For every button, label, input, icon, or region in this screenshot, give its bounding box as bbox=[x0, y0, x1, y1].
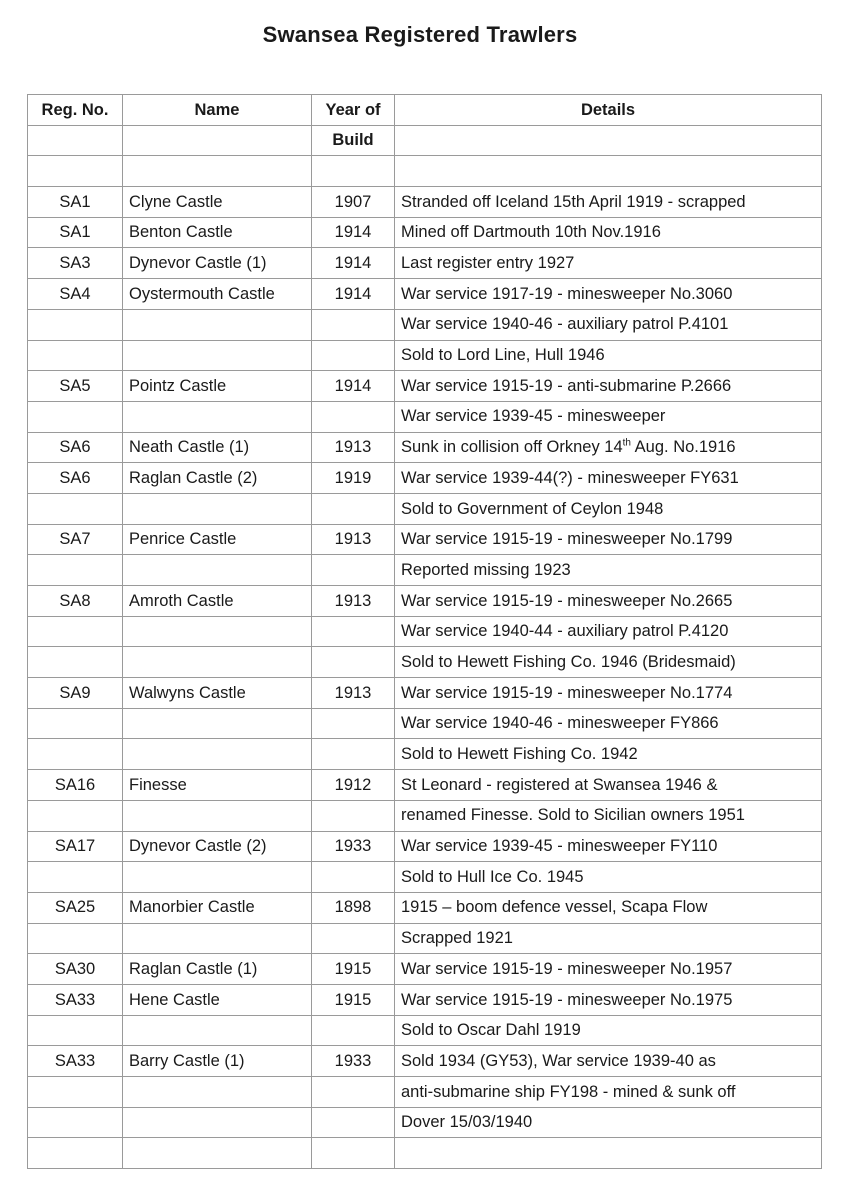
table-row bbox=[28, 831, 822, 862]
cell-year: 1915 bbox=[312, 984, 395, 1015]
header-details-blank bbox=[395, 125, 822, 156]
cell-reg-no: SA6 bbox=[28, 463, 123, 494]
cell-year: 1913 bbox=[312, 432, 395, 463]
cell-name: Neath Castle (1) bbox=[123, 432, 312, 463]
cell-reg-no bbox=[28, 862, 123, 893]
cell-year: 1914 bbox=[312, 371, 395, 402]
cell-year: 1933 bbox=[312, 1046, 395, 1077]
cell-year bbox=[312, 1077, 395, 1108]
cell-reg-no bbox=[28, 1138, 123, 1169]
cell-details: renamed Finesse. Sold to Sicilian owners 1951 bbox=[395, 800, 822, 831]
cell-details: Scrapped 1921 bbox=[395, 923, 822, 954]
cell-reg-no bbox=[28, 1107, 123, 1138]
page-title: Swansea Registered Trawlers bbox=[262, 22, 578, 47]
cell-name bbox=[123, 708, 312, 739]
cell-details: Sold to Hewett Fishing Co. 1946 (Bridesmaid) bbox=[395, 647, 822, 678]
table-row bbox=[28, 739, 822, 770]
table-row bbox=[28, 248, 822, 279]
cell-details: Stranded off Iceland 15th April 1919 - scrapped bbox=[395, 187, 822, 218]
table-row bbox=[28, 156, 822, 187]
cell-details: War service 1915-19 - minesweeper No.1799 bbox=[395, 524, 822, 555]
cell-reg-no: SA6 bbox=[28, 432, 123, 463]
cell-reg-no: SA7 bbox=[28, 524, 123, 555]
cell-details: War service 1915-19 - minesweeper No.1975 bbox=[395, 984, 822, 1015]
cell-details: War service 1917-19 - minesweeper No.3060 bbox=[395, 279, 822, 310]
table-row bbox=[28, 954, 822, 985]
cell-reg-no bbox=[28, 1077, 123, 1108]
cell-reg-no: SA33 bbox=[28, 984, 123, 1015]
table-row bbox=[28, 463, 822, 494]
cell-details: War service 1940-44 - auxiliary patrol P.4120 bbox=[395, 616, 822, 647]
cell-name bbox=[123, 340, 312, 371]
table-row bbox=[28, 217, 822, 248]
cell-details: St Leonard - registered at Swansea 1946 & bbox=[395, 770, 822, 801]
cell-reg-no bbox=[28, 800, 123, 831]
details-text-continued: Aug. No.1916 bbox=[631, 438, 736, 457]
cell-details: War service 1939-45 - minesweeper bbox=[395, 401, 822, 432]
cell-year bbox=[312, 616, 395, 647]
cell-details bbox=[395, 432, 822, 463]
cell-name bbox=[123, 309, 312, 340]
cell-year bbox=[312, 401, 395, 432]
cell-reg-no bbox=[28, 647, 123, 678]
table-row bbox=[28, 279, 822, 310]
cell-name: Manorbier Castle bbox=[123, 892, 312, 923]
cell-details: Sold 1934 (GY53), War service 1939-40 as bbox=[395, 1046, 822, 1077]
cell-year: 1907 bbox=[312, 187, 395, 218]
table-row bbox=[28, 309, 822, 340]
cell-year bbox=[312, 340, 395, 371]
header-year-of: Year of bbox=[312, 95, 395, 126]
cell-name: Clyne Castle bbox=[123, 187, 312, 218]
cell-year: 1914 bbox=[312, 279, 395, 310]
cell-year bbox=[312, 923, 395, 954]
cell-reg-no bbox=[28, 493, 123, 524]
cell-year bbox=[312, 1138, 395, 1169]
cell-reg-no: SA9 bbox=[28, 678, 123, 709]
cell-year bbox=[312, 1107, 395, 1138]
cell-reg-no: SA1 bbox=[28, 187, 123, 218]
cell-name bbox=[123, 555, 312, 586]
table-row bbox=[28, 923, 822, 954]
details-text: Sunk in collision off Orkney 14 bbox=[401, 438, 623, 457]
table-row bbox=[28, 401, 822, 432]
cell-reg-no bbox=[28, 708, 123, 739]
table-row bbox=[28, 493, 822, 524]
table-row bbox=[28, 678, 822, 709]
table-row bbox=[28, 862, 822, 893]
cell-details: Mined off Dartmouth 10th Nov.1916 bbox=[395, 217, 822, 248]
cell-reg-no bbox=[28, 1015, 123, 1046]
cell-name bbox=[123, 493, 312, 524]
cell-reg-no: SA8 bbox=[28, 586, 123, 617]
cell-name: Amroth Castle bbox=[123, 586, 312, 617]
cell-name: Penrice Castle bbox=[123, 524, 312, 555]
table-row bbox=[28, 586, 822, 617]
cell-name: Pointz Castle bbox=[123, 371, 312, 402]
cell-reg-no: SA5 bbox=[28, 371, 123, 402]
cell-details: 1915 – boom defence vessel, Scapa Flow bbox=[395, 892, 822, 923]
cell-name: Hene Castle bbox=[123, 984, 312, 1015]
cell-year bbox=[312, 309, 395, 340]
cell-name: Raglan Castle (1) bbox=[123, 954, 312, 985]
header-details: Details bbox=[395, 95, 822, 126]
header-reg-no: Reg. No. bbox=[28, 95, 123, 126]
header-row bbox=[28, 95, 822, 126]
cell-details: War service 1915-19 - minesweeper No.1957 bbox=[395, 954, 822, 985]
cell-year bbox=[312, 862, 395, 893]
cell-details: War service 1939-45 - minesweeper FY110 bbox=[395, 831, 822, 862]
cell-reg-no: SA17 bbox=[28, 831, 123, 862]
table-row bbox=[28, 371, 822, 402]
cell-name: Dynevor Castle (1) bbox=[123, 248, 312, 279]
cell-name: Dynevor Castle (2) bbox=[123, 831, 312, 862]
header-name: Name bbox=[123, 95, 312, 126]
cell-details: anti-submarine ship FY198 - mined & sunk off bbox=[395, 1077, 822, 1108]
table-row bbox=[28, 524, 822, 555]
table-row bbox=[28, 1046, 822, 1077]
cell-year: 1898 bbox=[312, 892, 395, 923]
table-row bbox=[28, 1077, 822, 1108]
cell-details: Sold to Government of Ceylon 1948 bbox=[395, 493, 822, 524]
cell-year bbox=[312, 156, 395, 187]
table-row bbox=[28, 1015, 822, 1046]
cell-details: Sold to Lord Line, Hull 1946 bbox=[395, 340, 822, 371]
header-name-blank bbox=[123, 125, 312, 156]
cell-name bbox=[123, 401, 312, 432]
cell-reg-no bbox=[28, 923, 123, 954]
table-row bbox=[28, 1138, 822, 1169]
cell-name: Benton Castle bbox=[123, 217, 312, 248]
cell-name: Finesse bbox=[123, 770, 312, 801]
cell-reg-no: SA30 bbox=[28, 954, 123, 985]
cell-name bbox=[123, 1015, 312, 1046]
cell-name bbox=[123, 862, 312, 893]
cell-year: 1914 bbox=[312, 248, 395, 279]
cell-name: Oystermouth Castle bbox=[123, 279, 312, 310]
table-row bbox=[28, 770, 822, 801]
cell-details: Sold to Oscar Dahl 1919 bbox=[395, 1015, 822, 1046]
cell-details: Last register entry 1927 bbox=[395, 248, 822, 279]
table-row bbox=[28, 555, 822, 586]
cell-reg-no bbox=[28, 616, 123, 647]
cell-name: Raglan Castle (2) bbox=[123, 463, 312, 494]
header-reg-blank bbox=[28, 125, 123, 156]
cell-year bbox=[312, 708, 395, 739]
cell-year bbox=[312, 555, 395, 586]
table-row bbox=[28, 800, 822, 831]
cell-reg-no bbox=[28, 739, 123, 770]
cell-details bbox=[395, 156, 822, 187]
cell-name: Walwyns Castle bbox=[123, 678, 312, 709]
cell-reg-no bbox=[28, 309, 123, 340]
cell-name bbox=[123, 1107, 312, 1138]
cell-name bbox=[123, 616, 312, 647]
cell-reg-no: SA1 bbox=[28, 217, 123, 248]
cell-name bbox=[123, 1138, 312, 1169]
table-row bbox=[28, 892, 822, 923]
cell-reg-no bbox=[28, 340, 123, 371]
cell-details: Sold to Hull Ice Co. 1945 bbox=[395, 862, 822, 893]
cell-year: 1912 bbox=[312, 770, 395, 801]
cell-reg-no: SA25 bbox=[28, 892, 123, 923]
cell-name bbox=[123, 739, 312, 770]
header-build: Build bbox=[312, 125, 395, 156]
cell-reg-no bbox=[28, 156, 123, 187]
cell-year: 1915 bbox=[312, 954, 395, 985]
cell-year: 1919 bbox=[312, 463, 395, 494]
header-row-2 bbox=[28, 125, 822, 156]
cell-details: War service 1940-46 - auxiliary patrol P.4101 bbox=[395, 309, 822, 340]
cell-details: Sold to Hewett Fishing Co. 1942 bbox=[395, 739, 822, 770]
table-body bbox=[28, 156, 822, 1169]
cell-details bbox=[395, 1138, 822, 1169]
table-row bbox=[28, 708, 822, 739]
cell-details: Dover 15/03/1940 bbox=[395, 1107, 822, 1138]
cell-reg-no: SA33 bbox=[28, 1046, 123, 1077]
cell-year bbox=[312, 493, 395, 524]
table-row bbox=[28, 647, 822, 678]
cell-year: 1913 bbox=[312, 586, 395, 617]
cell-year: 1933 bbox=[312, 831, 395, 862]
cell-reg-no: SA4 bbox=[28, 279, 123, 310]
cell-details: Reported missing 1923 bbox=[395, 555, 822, 586]
cell-details: War service 1915-19 - minesweeper No.2665 bbox=[395, 586, 822, 617]
cell-name bbox=[123, 1077, 312, 1108]
cell-year: 1913 bbox=[312, 524, 395, 555]
cell-details: War service 1915-19 - minesweeper No.1774 bbox=[395, 678, 822, 709]
table-row bbox=[28, 1107, 822, 1138]
table-row bbox=[28, 187, 822, 218]
cell-name bbox=[123, 647, 312, 678]
table-row bbox=[28, 984, 822, 1015]
cell-year bbox=[312, 647, 395, 678]
table-row bbox=[28, 432, 822, 463]
cell-year bbox=[312, 800, 395, 831]
cell-reg-no: SA3 bbox=[28, 248, 123, 279]
cell-year: 1914 bbox=[312, 217, 395, 248]
table-row bbox=[28, 616, 822, 647]
trawlers-table bbox=[27, 94, 822, 1169]
cell-year bbox=[312, 739, 395, 770]
cell-reg-no bbox=[28, 401, 123, 432]
cell-reg-no: SA16 bbox=[28, 770, 123, 801]
cell-year: 1913 bbox=[312, 678, 395, 709]
cell-details: War service 1915-19 - anti-submarine P.2666 bbox=[395, 371, 822, 402]
cell-reg-no bbox=[28, 555, 123, 586]
cell-details: War service 1940-46 - minesweeper FY866 bbox=[395, 708, 822, 739]
cell-year bbox=[312, 1015, 395, 1046]
table-row bbox=[28, 340, 822, 371]
details-superscript: th bbox=[622, 437, 631, 449]
cell-name bbox=[123, 156, 312, 187]
cell-details: War service 1939-44(?) - minesweeper FY631 bbox=[395, 463, 822, 494]
cell-name: Barry Castle (1) bbox=[123, 1046, 312, 1077]
cell-name bbox=[123, 923, 312, 954]
cell-name bbox=[123, 800, 312, 831]
